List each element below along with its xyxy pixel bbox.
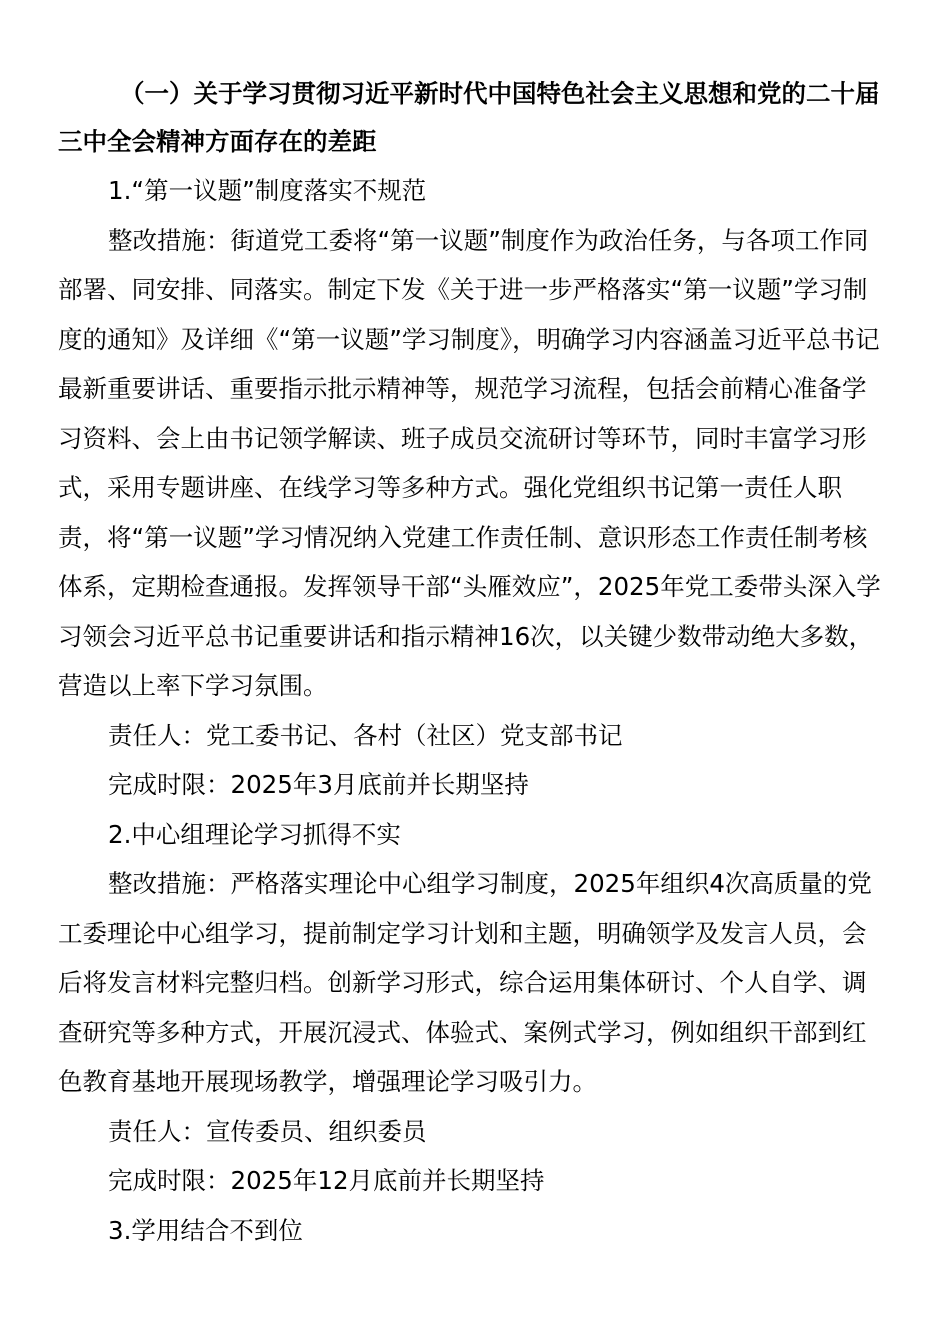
item-1-deadline: 完成时限：2025年3月底前并长期坚持 [108, 770, 529, 799]
item-1-responsible: 责任人：党工委书记、各村（社区）党支部书记 [108, 720, 623, 750]
item-2-measures: 整改措施：严格落实理论中心组学习制度，2025年组织4次高质量的党工委理论中心组学习，提前制定学习计划和主题，明确领学及发言人员，会后将发言材料完整归档。创新学习形式，综合运用集体研讨、个人自学、调查研究等多种方式，开展沉浸式、体验式、案例式学习，例如组织干部到红色教育基地开展现场教学，增强理论学习吸引力。 [58, 869, 872, 1096]
item-3-title: 3.学用结合不到位 [108, 1215, 303, 1245]
item-1-measures: 整改措施：街道党工委将“第一议题”制度作为政治任务，与各项工作同部署、同安排、同落实。制定下发《关于进一步严格落实“第一议题”学习制度的通知》及详细《“第一议题”学习制度》，明确学习内容涵盖习近平总书记最新重要讲话、重要指示批示精神等，规范学习流程，包括会前精心准备学习资料、会上由书记领学解读、班子成员交流研讨等环节，同时丰富学习形式，采用专题讲座、在线学习等多种方式。强化党组织书记第一责任人职责，将“第一议题”学习情况纳入党建工作责任制、意识形态工作责任制考核体系，定期检查通报。发挥领导干部“头雁效应”，2025年党工委带头深入学习领会习近平总书记重要讲话和指示精神16次，以关键少数带动绝大多数，营造以上率下学习氛围。 [58, 225, 881, 700]
item-2-responsible: 责任人：宣传委员、组织委员 [108, 1116, 427, 1146]
item-1-title: 1.“第一议题”制度落实不规范 [108, 176, 427, 205]
document-page [58, 70, 883, 1255]
item-2-title: 2.中心组理论学习抓得不实 [108, 819, 401, 849]
section-heading: （一）关于学习贯彻习近平新时代中国特色社会主义思想和党的二十届三中全会精神方面存在的差距 [58, 79, 880, 156]
item-2-deadline: 完成时限：2025年12月底前并长期坚持 [108, 1166, 545, 1195]
